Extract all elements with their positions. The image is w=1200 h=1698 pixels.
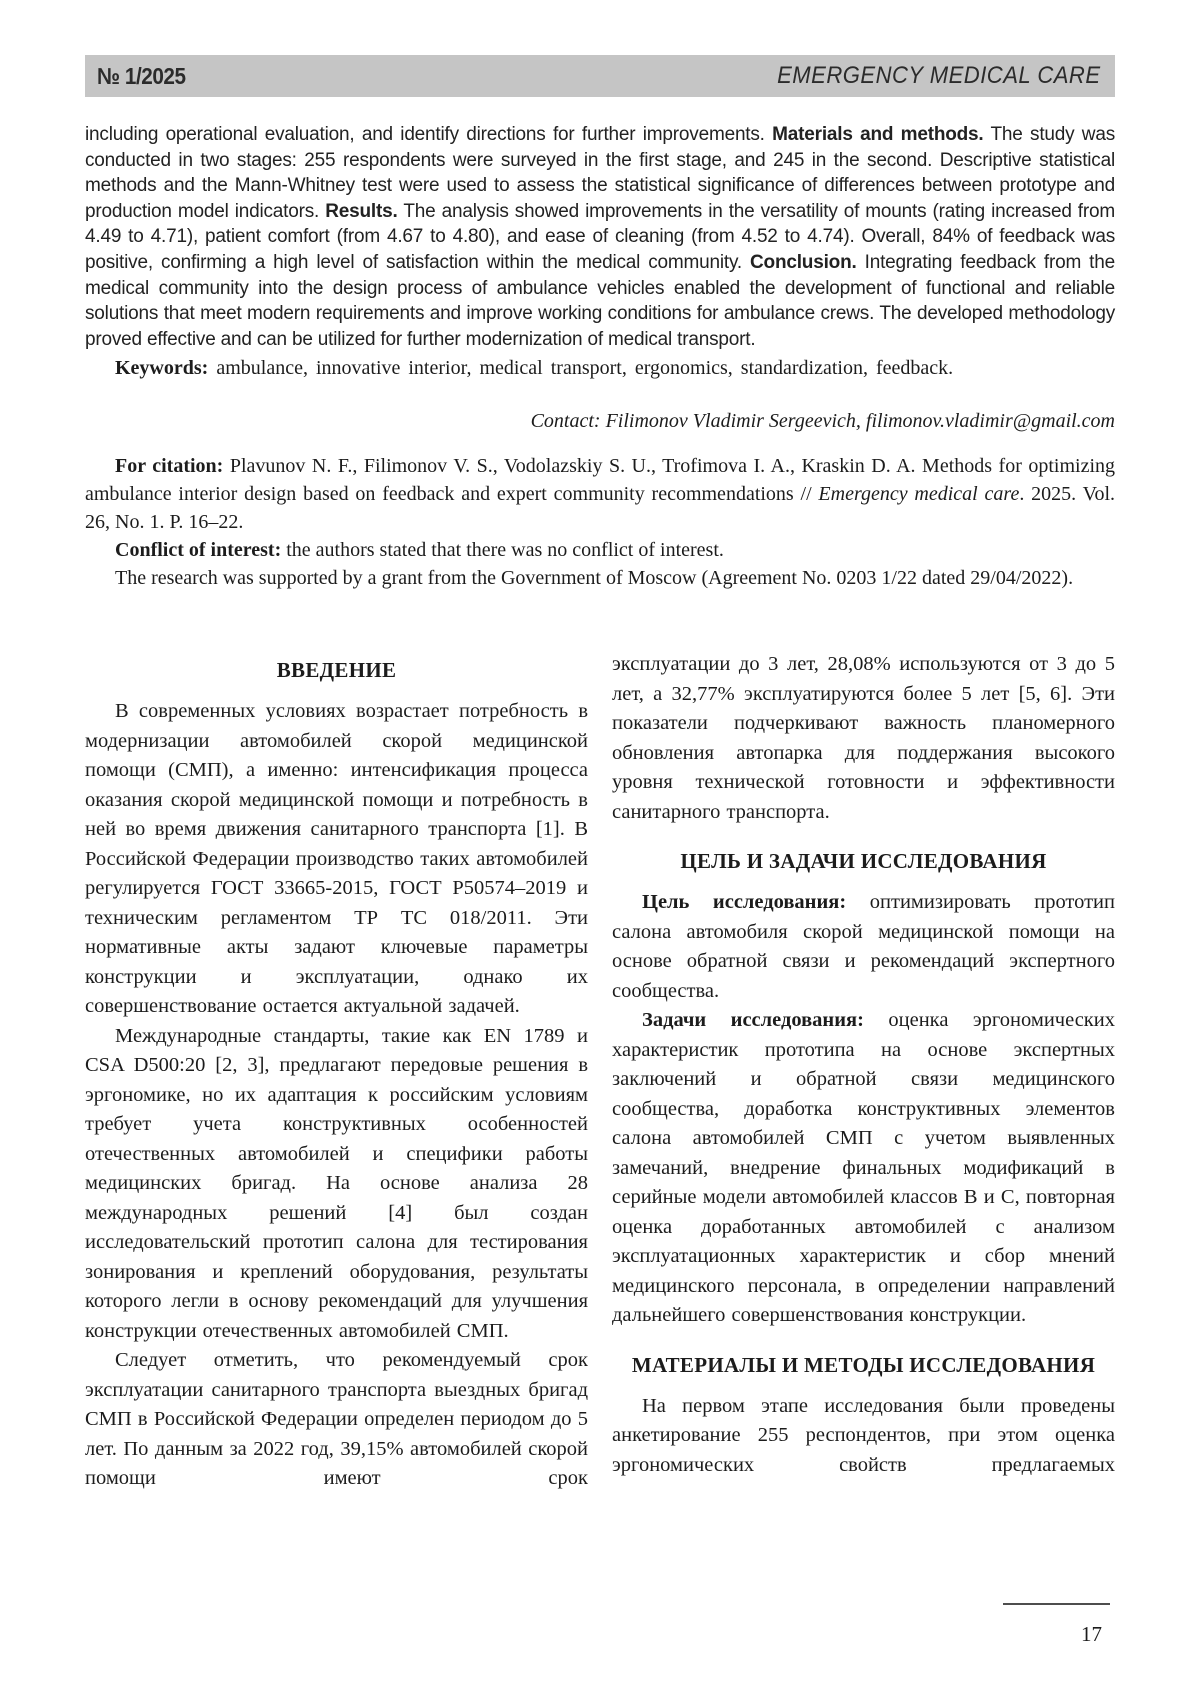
goal-text: оптимизировать прототип салона автомобиля скорой медицинской помощи на основе обратной связи и рекомендаций экспертного сообщества. bbox=[612, 891, 1116, 1002]
conflict-label: Conflict of interest: bbox=[115, 539, 282, 562]
section-title-goals: ЦЕЛЬ И ЗАДАЧИ ИССЛЕДОВАНИЯ bbox=[680, 849, 1047, 874]
abstract-text-1: including operational evaluation, and identify directions for further improvements. bbox=[85, 124, 773, 145]
page-footer bbox=[895, 1603, 1115, 1647]
abstract-text-4: Integrating feedback from the medical community into the design process of ambulance vehicles enabled the development of functional and reliable solutions that meet modern requirements and improve working conditions for ambulance crews. The developed methodology proved effective and can be utilized for further modernization of medical transport. bbox=[85, 251, 1115, 350]
page-number: 17 bbox=[1081, 1622, 1102, 1646]
citation-paragraph bbox=[85, 452, 1115, 536]
intro-paragraph-continuation: эксплуатации до 3 лет, 28,08% используются от 3 до 5 лет, а 32,77% эксплуатируются более 5 лет [5, 6]. Эти показатели подчеркивают важность планомерного обновления автопарка для поддержания высокого уровня технической готовности и эффективности санитарного транспорта. bbox=[612, 653, 1115, 823]
tasks-text: оценка эргономических характеристик прототипа на основе экспертных заключений и обратной связи медицинского сообщества, доработка конструктивных элементов салона автомобилей СМП с учетом выявленных замечаний, внедрение финальных модификаций в серийные модели автомобилей классов В и С, повторная оценка доработанных автомобилей с анализом эксплуатационных характеристик и сбор мнений медицинского персонала, в определении направлений дальнейшего совершенствования конструкции. bbox=[612, 1009, 1115, 1327]
left-column bbox=[85, 650, 588, 1494]
two-column-body bbox=[85, 650, 1115, 1494]
abstract-paragraph bbox=[85, 122, 1115, 352]
intro-paragraph-3: Следует отметить, что рекомендуемый срок эксплуатации санитарного транспорта выездных бригад СМП в Российской Федерации определен периодом до 5 лет. По данным за 2022 год, 39,15% автомобилей скорой помощи имеют срок bbox=[85, 1349, 588, 1490]
conflict-text: the authors stated that there was no conflict of interest. bbox=[281, 539, 724, 562]
keywords-label: Keywords: bbox=[115, 357, 209, 380]
citation-label: For citation: bbox=[115, 455, 224, 478]
grant-statement: The research was supported by a grant from the Government of Moscow (Agreement No. 0203 1/22 dated 29/04/2022). bbox=[115, 567, 1074, 590]
citation-text-2: . 2025. Vol. 26, No. 1. P. 16–22. bbox=[85, 483, 1115, 534]
citation-text-1: Plavunov N. F., Filimonov V. S., Vodolazskiy S. U., Trofimova I. A., Kraskin D. A. Methods for optimizing ambulance interior design based on feedback and expert community recommendations // bbox=[85, 455, 1116, 506]
conflict-of-interest-paragraph bbox=[85, 536, 1115, 564]
page-header-band bbox=[85, 55, 1115, 97]
abstract-text-3: The analysis showed improvements in the versatility of mounts (rating increased from 4.49 to 4.71), patient comfort (from 4.67 to 4.80), and ease of cleaning (from 4.52 to 4.74). Overall, 84% of feedback was positive, confirming a high level of satisfaction within the medical community. bbox=[85, 200, 1116, 273]
right-column bbox=[612, 650, 1115, 1494]
keywords-paragraph bbox=[85, 355, 1115, 382]
abstract-results-label: Results. bbox=[325, 200, 398, 222]
intro-paragraph-1: В современных условиях возрастает потребность в модернизации автомобилей скорой медицинской помощи (СМП), а именно: интенсификация процесса оказания скорой медицинской помощи и потребность в ней во время движения санитарного транспорта [1]. В Российской Федерации производство таких автомобилей регулируется ГОСТ 33665-2015, ГОСТ Р50574–2019 и техническим регламентом ТР ТС 018/2011. Эти нормативные акты задают ключевые параметры конструкции и эксплуатации, однако их совершенствование остается актуальной задачей. bbox=[85, 700, 588, 1018]
contact-line: Contact: Filimonov Vladimir Sergeevich, filimonov.vladimir@gmail.com bbox=[530, 410, 1115, 433]
footer-rule bbox=[1003, 1603, 1110, 1605]
abstract-conclusion-label: Conclusion. bbox=[750, 251, 857, 273]
tasks-label: Задачи исследования: bbox=[642, 1009, 864, 1032]
goal-label: Цель исследования: bbox=[642, 891, 847, 914]
citation-journal-name: Emergency medical care bbox=[818, 483, 1020, 506]
page-content bbox=[85, 0, 1115, 1494]
section-title-introduction: ВВЕДЕНИЕ bbox=[276, 658, 397, 683]
keywords-text: ambulance, innovative interior, medical transport, ergonomics, standardization, feedback. bbox=[208, 357, 954, 380]
intro-paragraph-2: Международные стандарты, такие как EN 1789 и CSA D500:20 [2, 3], предлагают передовые решения в эргономике, но их адаптация к российским условиям требует учета конструктивных особенностей отечественных автомобилей и специфики работы медицинских бригад. На основе анализа 28 международных решений [4] был создан исследовательский прототип салона для тестирования зонирования и креплений оборудования, результаты которого легли в основу рекомендаций для улучшения конструкции отечественных автомобилей СМП. bbox=[85, 1024, 588, 1342]
section-title-methods: МАТЕРИАЛЫ И МЕТОДЫ ИССЛЕДОВАНИЯ bbox=[631, 1352, 1096, 1377]
abstract-text-2: The study was conducted in two stages: 255 respondents were surveyed in the first stage, and 245 in the second. Descriptive statistical methods and the Mann-Whitney test were used to assess the statistical significance of differences between prototype and production model indicators. bbox=[85, 124, 1115, 222]
tasks-paragraph bbox=[612, 1006, 1115, 1331]
issue-number: № 1/2025 bbox=[97, 62, 186, 89]
abstract-materials-label: Materials and methods. bbox=[772, 124, 984, 145]
methods-paragraph: На первом этапе исследования были проведены анкетирование 255 респондентов, при этом оценка эргономических свойств предлагаемых bbox=[612, 1394, 1115, 1476]
journal-title: EMERGENCY MEDICAL CARE bbox=[777, 62, 1101, 89]
goal-paragraph bbox=[612, 888, 1115, 1006]
